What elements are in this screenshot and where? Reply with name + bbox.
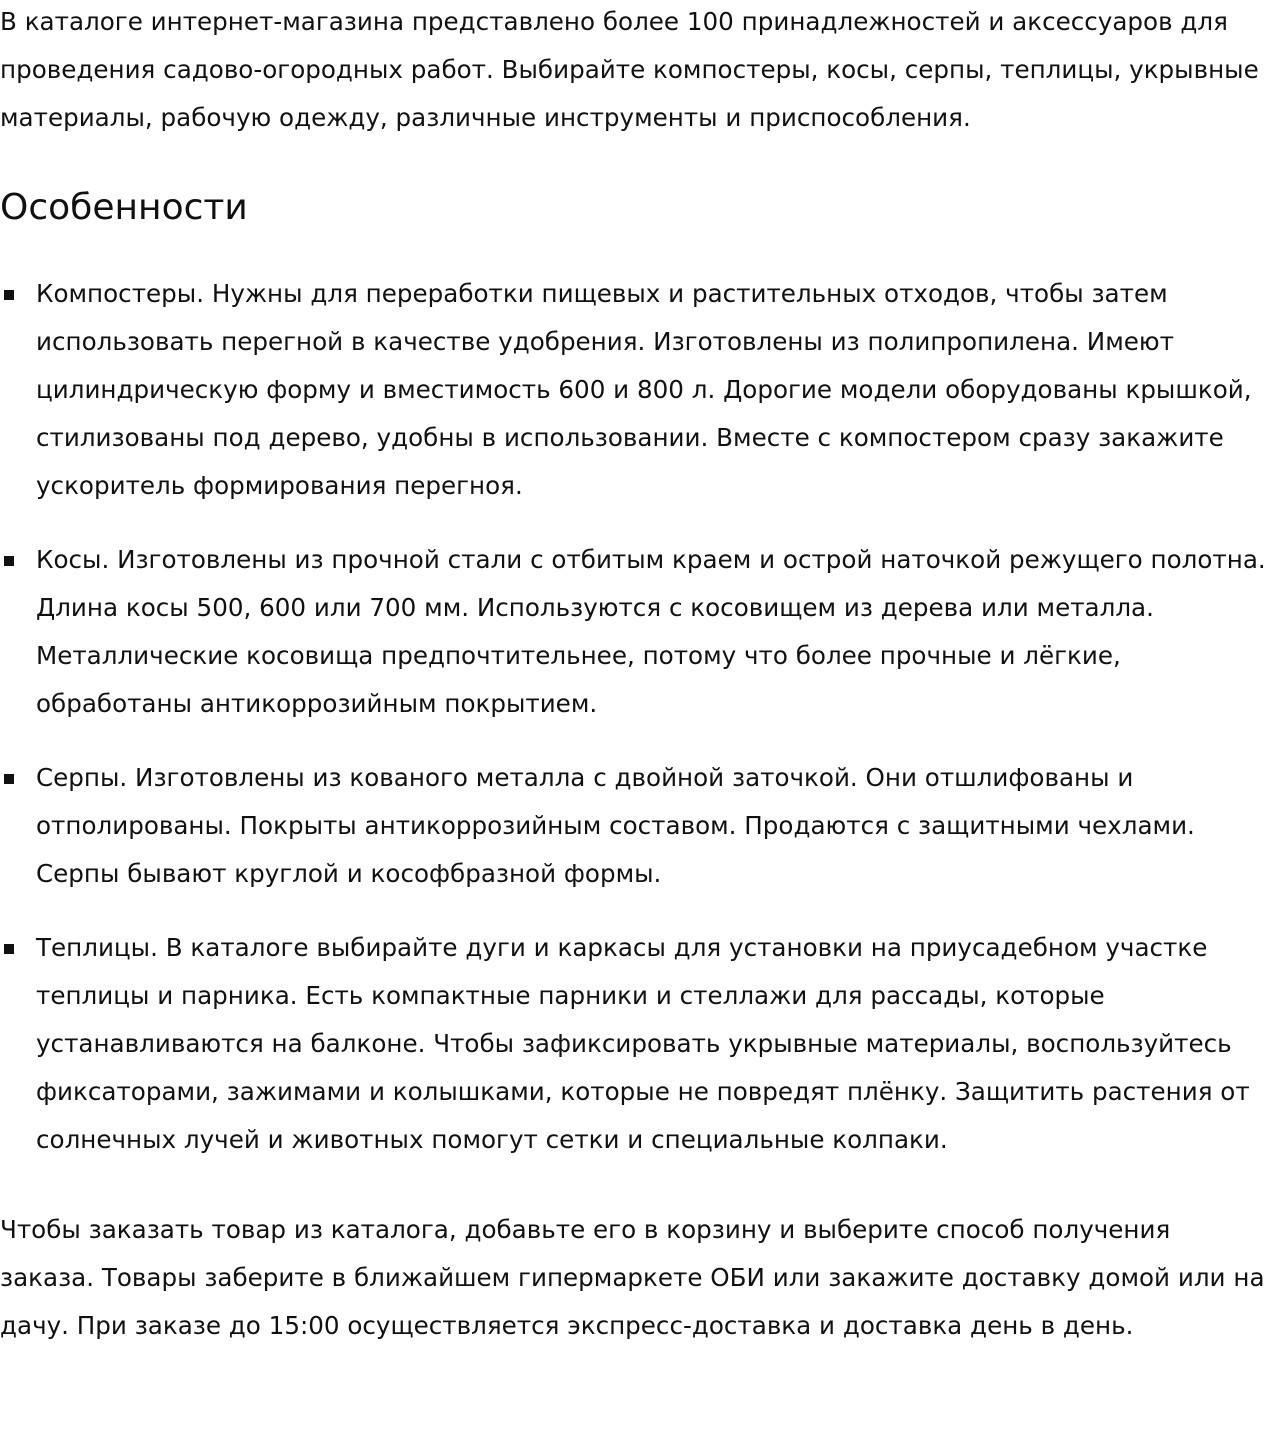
list-item-text: Компостеры. Нужны для переработки пищевых и растительных отходов, чтобы затем использовать перегной в качестве удобрения. Изготовлены из полипропилена. Имеют цилиндрическую форму и вместимость 600 и 800 л. Дорогие модели оборудованы крышкой, стилизованы под дерево, удобны в использовании. Вместе с компостером сразу закажите ускоритель формирования перегноя.	[36, 279, 1252, 500]
list-item-text: Теплицы. В каталоге выбирайте дуги и каркасы для установки на приусадебном участке теплицы и парника. Есть компактные парники и стеллажи для рассады, которые устанавливаются на балконе. Чтобы зафиксировать укрывные материалы, воспользуйтесь фиксаторами, зажимами и колышками, которые не повредят плёнку. Защитить растения от солнечных лучей и животных помогут сетки и специальные колпаки.	[36, 933, 1250, 1154]
square-bullet-icon	[4, 556, 14, 566]
list-item-scythes	[0, 536, 1270, 728]
features-list	[0, 270, 1270, 1164]
outro-paragraph: Чтобы заказать товар из каталога, добавьте его в корзину и выберите способ получения заказа. Товары заберите в ближайшем гипермаркете ОБИ или закажите доставку домой или на дачу. При заказе до 15:00 осуществляется экспресс-доставка и доставка день в день.	[0, 1215, 1265, 1340]
square-bullet-icon	[4, 944, 14, 954]
list-item-text: Косы. Изготовлены из прочной стали с отбитым краем и острой наточкой режущего полотна. Длина косы 500, 600 или 700 мм. Используются с косовищем из дерева или металла. Металлические косовища предпочтительнее, потому что более прочные и лёгкие, обработаны антикоррозийным покрытием.	[36, 545, 1266, 718]
features-heading: Особенности	[0, 187, 248, 228]
list-item-greenhouses	[0, 924, 1270, 1164]
list-item-text: Серпы. Изготовлены из кованого металла с двойной заточкой. Они отшлифованы и отполированы. Покрыты антикоррозийным составом. Продаются с защитными чехлами. Серпы бывают круглой и кософбразной формы.	[36, 763, 1195, 888]
square-bullet-icon	[4, 774, 14, 784]
intro-paragraph: В каталоге интернет-магазина представлено более 100 принадлежностей и аксессуаров для проведения садово-огородных работ. Выбирайте компостеры, косы, серпы, теплицы, укрывные материалы, рабочую одежду, различные инструменты и приспособления.	[0, 7, 1259, 132]
square-bullet-icon	[4, 290, 14, 300]
list-item-sickles	[0, 754, 1270, 898]
list-item-composters	[0, 270, 1270, 510]
